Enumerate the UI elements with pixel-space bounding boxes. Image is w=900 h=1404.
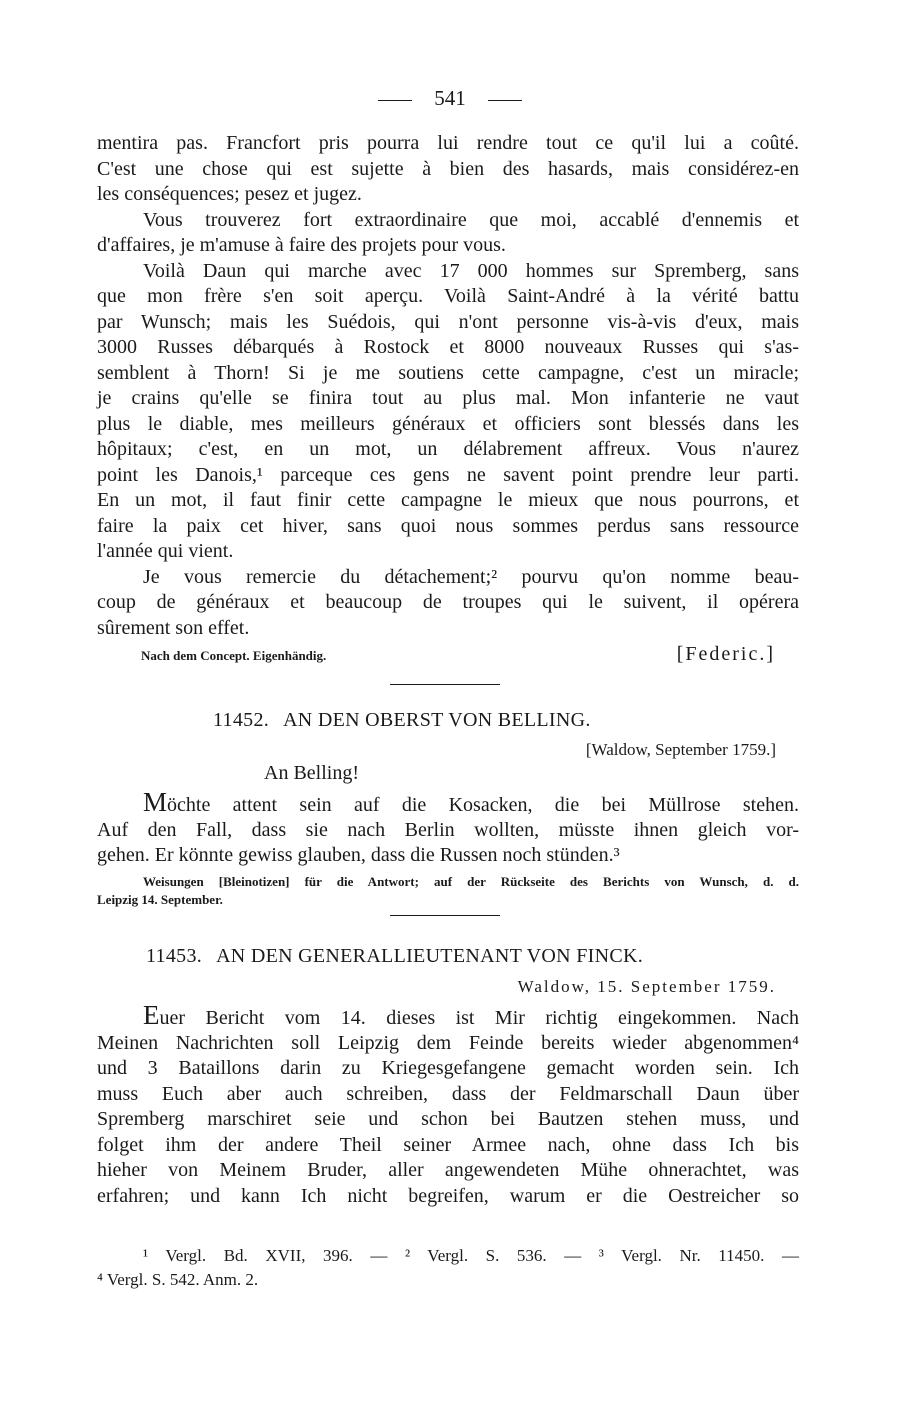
source-note-row bbox=[97, 643, 799, 666]
text-line: que mon frère s'en soit aperçu. Voilà Saint-André à la vérité battu bbox=[97, 285, 799, 307]
text-line: und 3 Bataillons darin zu Kriegesgefangene gemacht worden sein. Ich bbox=[97, 1057, 799, 1079]
text-line: Möchte attent sein auf die Kosacken, die bei Müllrose stehen. bbox=[143, 787, 799, 817]
text-line: Auf den Fall, dass sie nach Berlin wollten, müsste ihnen gleich vor- bbox=[97, 818, 799, 841]
dateline-text: Waldow, 15. September 1759. bbox=[517, 977, 776, 996]
source-note: Nach dem Concept. Eigenhändig. bbox=[141, 648, 327, 663]
letter-dateline bbox=[518, 977, 776, 997]
footnotes bbox=[97, 1244, 799, 1292]
text-line: coup de généraux et beaucoup de troupes qui le suivent, il opérera bbox=[97, 591, 799, 613]
text-line: 3000 Russes débarqués à Rostock et 8000 nouveaux Russes qui s'as- bbox=[97, 336, 799, 358]
section-divider bbox=[390, 684, 500, 685]
header-rule-right bbox=[488, 100, 522, 101]
footnote-line: ⁴ Vergl. S. 542. Anm. 2. bbox=[97, 1270, 259, 1289]
text-line: Voilà Daun qui marche avec 17 000 hommes sur Spremberg, sans bbox=[143, 259, 799, 282]
text-line: d'affaires, je m'amuse à faire des projets pour vous. bbox=[97, 234, 506, 256]
text-line: Je vous remercie du détachement;² pourvu qu'on nomme beau- bbox=[143, 565, 799, 588]
letter-heading bbox=[213, 709, 591, 732]
text-line: par Wunsch; mais les Suédois, qui n'ont personne vis-à-vis d'eux, mais bbox=[97, 310, 799, 333]
letter-title: AN DEN GENERALLIEUTENANT VON FINCK. bbox=[216, 945, 644, 967]
signature: [Federic.] bbox=[676, 643, 775, 665]
letter-number: 11452. bbox=[213, 709, 270, 731]
text-line: En un mot, il faut finir cette campagne le mieux que nous pourrons, et bbox=[97, 489, 799, 511]
text-line: Spremberg marschiret seie und schon bei Bautzen stehen muss, und bbox=[97, 1108, 799, 1130]
page-number: 541 bbox=[434, 86, 466, 110]
section-divider bbox=[390, 915, 500, 916]
text-line: folget ihm der andere Theil seiner Armee nach, ohne dass Ich bis bbox=[97, 1133, 799, 1156]
salutation: An Belling! bbox=[264, 762, 359, 784]
letter-heading bbox=[146, 945, 643, 968]
text-line: muss Euch aber auch schreiben, dass der Feldmarschall Daun über bbox=[97, 1082, 799, 1105]
text-line: sûrement son effet. bbox=[97, 616, 250, 639]
text-line: je crains qu'elle se finira tout au plus mal. Mon infanterie ne vaut bbox=[97, 387, 799, 409]
dateline-text: [Waldow, September 1759.] bbox=[585, 740, 776, 759]
letter-dateline bbox=[586, 740, 776, 760]
letter-body bbox=[97, 787, 799, 909]
source-note-line: Weisungen [Bleinotizen] für die Antwort; auf der Rückseite des Berichts von Wunsch, d. d. bbox=[143, 873, 799, 889]
text-line: hôpitaux; c'est, en un mot, un délabrement affreux. Vous n'aurez bbox=[97, 438, 799, 460]
text-line: gehen. Er könnte gewiss glauben, dass die Russen noch stünden.³ bbox=[97, 844, 620, 866]
letter-continuation bbox=[97, 131, 799, 666]
initial-letter: M bbox=[143, 787, 168, 817]
text-line: erfahren; und kann Ich nicht begreifen, warum er die Oestreicher so bbox=[97, 1184, 799, 1207]
initial-letter: E bbox=[143, 1000, 160, 1030]
source-note-line: Leipzig 14. September. bbox=[97, 891, 223, 907]
source-note-block bbox=[97, 873, 799, 909]
text-line: hieher von Meinem Bruder, aller angewendeten Mühe ohnerachtet, was bbox=[97, 1159, 799, 1181]
letter-title: AN DEN OBERST VON BELLING. bbox=[283, 709, 591, 731]
letter-body bbox=[97, 1000, 799, 1209]
footnote-line: ¹ Vergl. Bd. XVII, 396. — ² Vergl. S. 536. — ³ Vergl. Nr. 11450. — bbox=[143, 1246, 799, 1265]
text-line: semblent à Thorn! Si je me soutiens cette campagne, c'est un miracle; bbox=[97, 361, 799, 384]
text-line: C'est une chose qui est sujette à bien des hasards, mais considérez-en bbox=[97, 157, 799, 180]
text-line: faire la paix cet hiver, sans quoi nous sommes perdus sans ressource bbox=[97, 514, 799, 537]
text-line: plus le diable, mes meilleurs généraux et officiers sont blessés dans les bbox=[97, 412, 799, 435]
text-line: Meinen Nachrichten soll Leipzig dem Feinde bereits wieder abgenommen⁴ bbox=[97, 1031, 799, 1054]
header-rule-left bbox=[378, 100, 412, 101]
text-line: Euer Bericht vom 14. dieses ist Mir richtig eingekommen. Nach bbox=[143, 1000, 799, 1030]
text-line: Vous trouverez fort extraordinaire que moi, accablé d'ennemis et bbox=[143, 208, 799, 231]
text-line: l'année qui vient. bbox=[97, 540, 234, 562]
text-line: les conséquences; pesez et jugez. bbox=[97, 183, 362, 205]
text-line: point les Danois,¹ parceque ces gens ne savent point prendre leur parti. bbox=[97, 463, 799, 486]
letter-number: 11453. bbox=[146, 945, 203, 967]
text-line: mentira pas. Francfort pris pourra lui rendre tout ce qu'il lui a coûté. bbox=[97, 132, 799, 154]
page-header bbox=[0, 86, 900, 111]
